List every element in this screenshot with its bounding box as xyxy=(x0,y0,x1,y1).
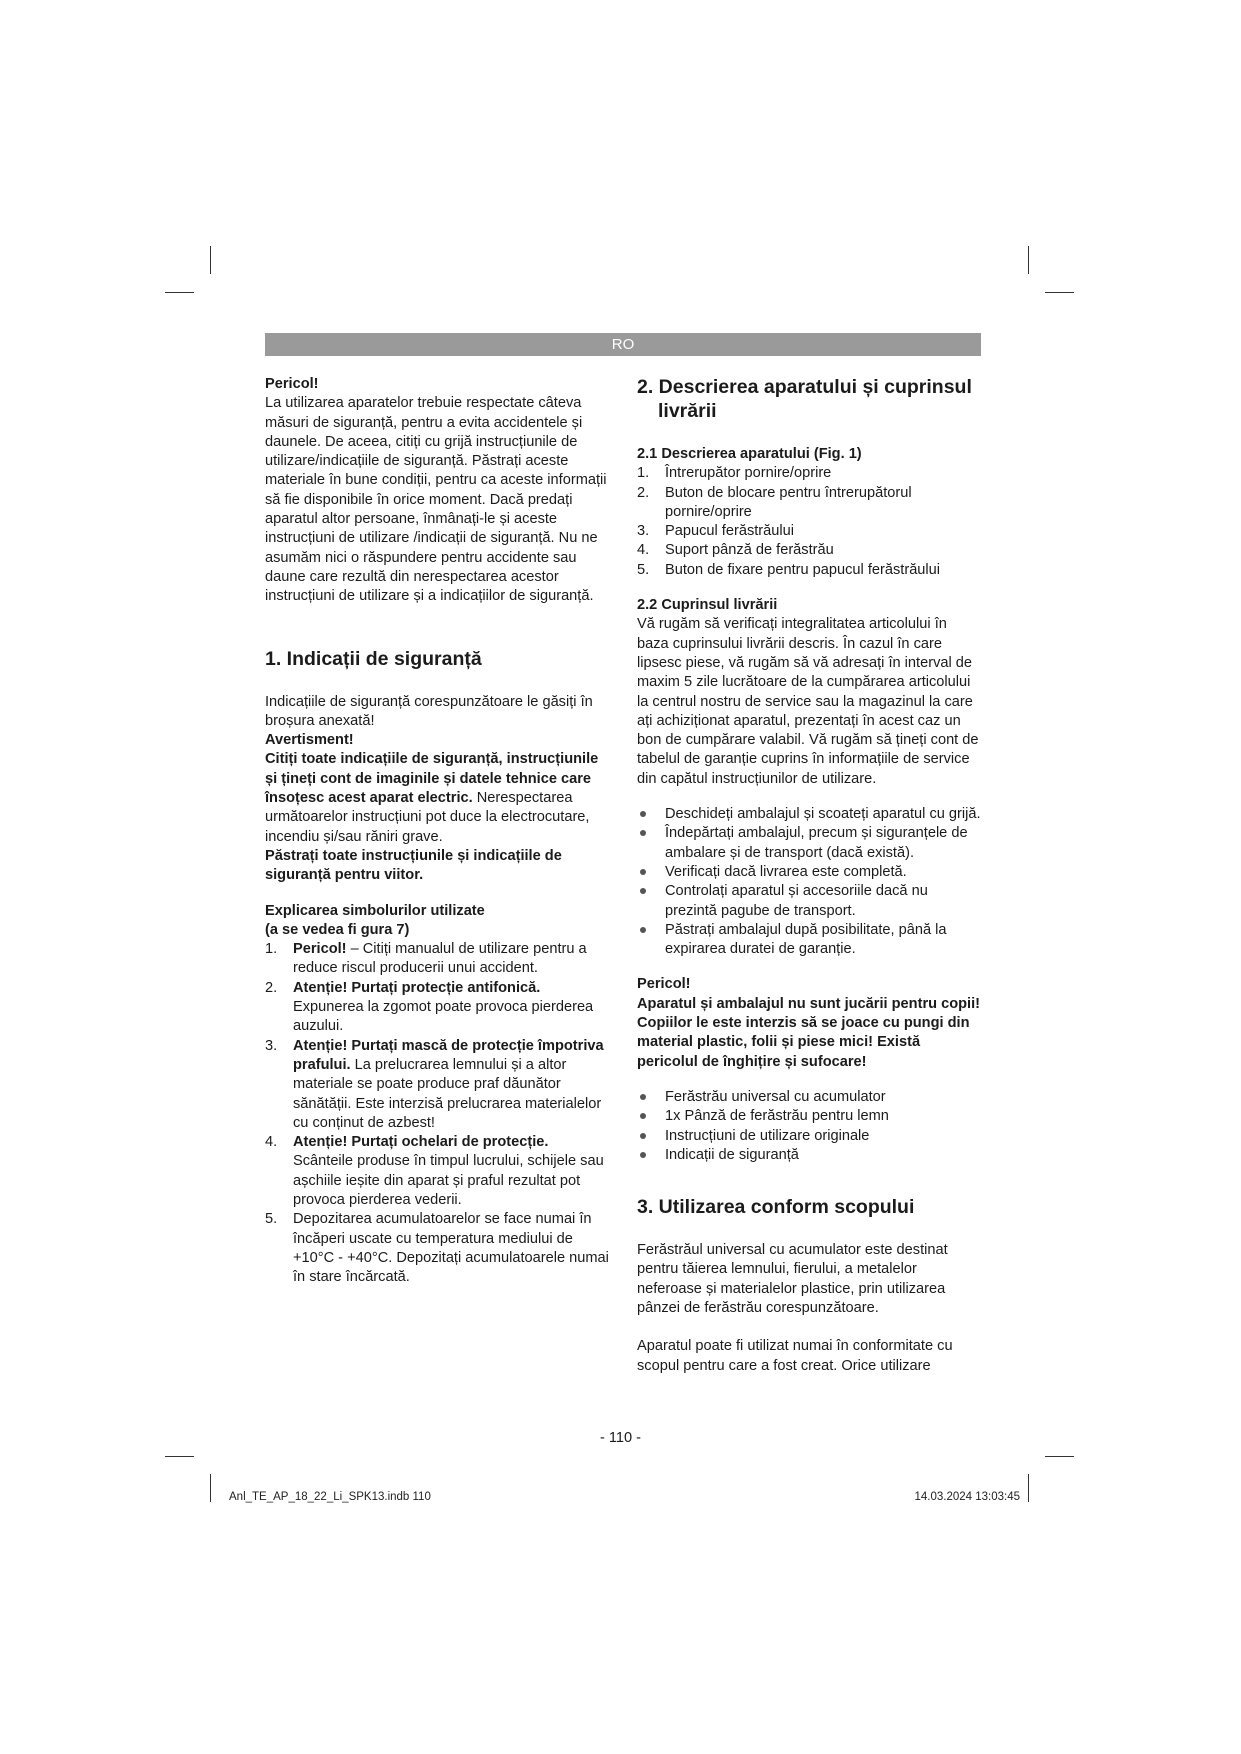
section-3-paragraph-2: Aparatul poate fi utilizat numai în conformitate cu scopul pentru care a fost creat. Orice utilizare xyxy=(637,1338,953,1374)
symbol-text: – Citiți manualul de utilizare pentru a reduce riscul producerii unui accident. xyxy=(293,941,587,977)
crop-mark xyxy=(1045,1456,1074,1457)
left-column xyxy=(265,375,610,1287)
section-1-intro: Indicațiile de siguranță corespunzătoare le găsiți în broșura anexată! xyxy=(265,693,593,729)
unpack-steps-list xyxy=(637,805,982,959)
symbol-number: 2. xyxy=(265,979,278,996)
unpack-step: Deschideți ambalajul și scoateți aparatul cu grijă. xyxy=(637,805,982,824)
symbol-text: Depozitarea acumulatoarelor se face numai în încăperi uscate cu temperatura mediului de +10°C - +40°C. Depozitați acumulatoarele numai în stare încărcată. xyxy=(293,1211,609,1286)
part-text: Papucul ferăstrăului xyxy=(665,523,794,540)
crop-mark xyxy=(210,246,211,274)
footer-file-name: Anl_TE_AP_18_22_Li_SPK13.indb 110 xyxy=(229,1491,431,1503)
unpack-step: Controlați aparatul și accesoriile dacă nu prezintă pagube de transport. xyxy=(637,882,982,921)
symbol-bold: Atenție! Purtați protecție antifonică. xyxy=(293,979,541,996)
delivery-items-list xyxy=(637,1088,982,1165)
unpack-step: Îndepărtați ambalajul, precum și siguranțele de ambalare și de transport (dacă există). xyxy=(637,824,982,863)
symbol-text: Scânteile produse în timpul lucrului, schijele sau așchiile ieșite din aparat și praful rezultat pot provoca pierderea vederii. xyxy=(293,1153,604,1208)
part-item xyxy=(637,484,982,523)
part-text: Suport pânză de ferăstrău xyxy=(665,542,834,559)
part-number: 1. xyxy=(637,465,650,482)
delivery-item: 1x Pânză de ferăstrău pentru lemn xyxy=(637,1107,982,1126)
danger-text: La utilizarea aparatelor trebuie respectate câteva măsuri de siguranță, pentru a evita accidentele și daunele. De aceea, citiți cu grijă instrucțiunile de utilizare/indicațiile de siguranță. Păstrați aceste materiale în bune condiții, pentru ca aceste informații să fie disponibile în orice moment. Dacă predați aparatul altor persoane, înmânați-le și aceste instrucțiuni de utilizare /indicații de siguranță. Nu ne asumăm nici o răspundere pentru accidente sau daune care rezultă din nerespectarea acestor instrucțiuni de utilizare și a indicațiilor de siguranță. xyxy=(265,395,607,605)
symbols-title: Explicarea simbolurilor utilizate xyxy=(265,902,485,919)
section-3-heading: 3. Utilizarea conform scopului xyxy=(637,1196,915,1219)
symbol-number: 5. xyxy=(265,1211,278,1228)
section-1-heading: 1. Indicații de siguranță xyxy=(265,647,482,670)
symbol-bold: Pericol! xyxy=(293,941,347,958)
symbol-item xyxy=(265,1210,610,1287)
part-text: Buton de fixare pentru papucul ferăstrăului xyxy=(665,561,941,578)
crop-mark xyxy=(1028,1474,1029,1502)
right-column xyxy=(637,375,982,1376)
subsection-2-1-title: 2.1 Descrierea aparatului (Fig. 1) xyxy=(637,446,862,462)
delivery-item: Instrucțiuni de utilizare originale xyxy=(637,1127,982,1146)
danger-text-right: Aparatul și ambalajul nu sunt jucării pentru copii! Copiilor le este interzis să se joace cu pungi din material plastic, folii și piese mici! Există pericolul de înghițire și sufocare! xyxy=(637,995,981,1070)
part-text: Întrerupător pornire/oprire xyxy=(665,465,832,482)
unpack-step: Păstrați ambalajul după posibilitate, până la expirarea duratei de garanție. xyxy=(637,921,982,960)
part-item xyxy=(637,561,982,580)
symbol-number: 3. xyxy=(265,1037,278,1054)
symbol-item xyxy=(265,940,610,979)
unpack-step: Verificați dacă livrarea este completă. xyxy=(637,863,982,882)
section-2-heading: 2. Descrierea aparatului și cuprinsul livrării xyxy=(637,376,972,422)
delivery-item: Indicații de siguranță xyxy=(637,1146,982,1165)
symbols-list xyxy=(265,940,610,1287)
danger-title: Pericol! xyxy=(265,376,319,392)
section-3-paragraph-1: Ferăstrăul universal cu acumulator este destinat pentru tăierea lemnului, fierului, a metalelor neferoase și materialelor plastice, prin utilizarea pânzei de ferăstrău corespunzătoare. xyxy=(637,1242,948,1316)
crop-mark xyxy=(1028,246,1029,274)
part-item xyxy=(637,522,982,541)
part-number: 3. xyxy=(637,523,650,540)
part-item xyxy=(637,541,982,560)
warning-bold-text: Citiți toate indicațiile de siguranță, instrucțiunile și țineți cont de imaginile și datele tehnice care însoțesc acest aparat electric. xyxy=(265,751,599,807)
language-code: RO xyxy=(611,336,635,353)
part-text: Buton de blocare pentru întrerupătorul pornire/oprire xyxy=(665,484,912,520)
danger-title-right: Pericol! xyxy=(637,976,691,993)
crop-mark xyxy=(1045,292,1074,293)
symbol-number: 1. xyxy=(265,941,278,958)
crop-mark xyxy=(165,1456,194,1457)
language-header-bar xyxy=(265,333,981,356)
warning-paragraph xyxy=(265,750,610,846)
crop-mark xyxy=(165,292,194,293)
parts-list xyxy=(637,464,982,580)
page-number: - 110 - xyxy=(599,1430,642,1446)
part-number: 4. xyxy=(637,542,650,559)
symbol-number: 4. xyxy=(265,1134,278,1151)
keep-instructions-text: Păstrați toate instrucțiunile și indicațiile de siguranță pentru viitor. xyxy=(265,847,562,884)
subsection-2-2-text: Vă rugăm să verificați integralitatea articolului în baza cuprinsului livrării descris. În cazul în care lipsesc piese, vă rugăm să vă adresați în interval de maxim 5 zile lucrătoare de la cumpărarea articolului la centrul nostru de service sau la magazinul la care ați achiziționat aparatul, prezentați în acest caz un bon de cumpărare valabil. Vă rugăm să țineți cont de tabelul de garanție cuprins în informațiile de service din capătul instrucțiunilor de utilizare. xyxy=(637,616,979,787)
crop-mark xyxy=(210,1474,211,1502)
symbol-text: La prelucrarea lemnului și a altor materiale se poate produce praf dăunător sănătății. Este interzisă prelucrarea materialelor cu conținut de azbest! xyxy=(293,1056,602,1131)
part-number: 5. xyxy=(637,561,650,578)
part-item xyxy=(637,464,982,483)
symbol-item xyxy=(265,979,610,1037)
symbol-item xyxy=(265,1037,610,1133)
symbols-subtitle: (a se vedea fi gura 7) xyxy=(265,921,410,938)
footer-date: 14.03.2024 13:03:45 xyxy=(914,1491,1020,1503)
symbol-item xyxy=(265,1133,610,1210)
symbol-text: Expunerea la zgomot poate provoca pierderea auzului. xyxy=(293,999,594,1035)
part-number: 2. xyxy=(637,484,650,501)
symbol-bold: Atenție! Purtați ochelari de protecție. xyxy=(293,1134,549,1151)
delivery-item: Ferăstrău universal cu acumulator xyxy=(637,1088,982,1107)
warning-title: Avertisment! xyxy=(265,732,354,749)
symbol-bold: Atenție! Purtați mască de protecție împotriva prafului. xyxy=(293,1037,604,1073)
warning-normal-text: Nerespectarea următoarelor instrucțiuni pot duce la electrocutare, incendiu și/sau răniri grave. xyxy=(265,790,590,845)
subsection-2-2-title: 2.2 Cuprinsul livrării xyxy=(637,597,778,614)
